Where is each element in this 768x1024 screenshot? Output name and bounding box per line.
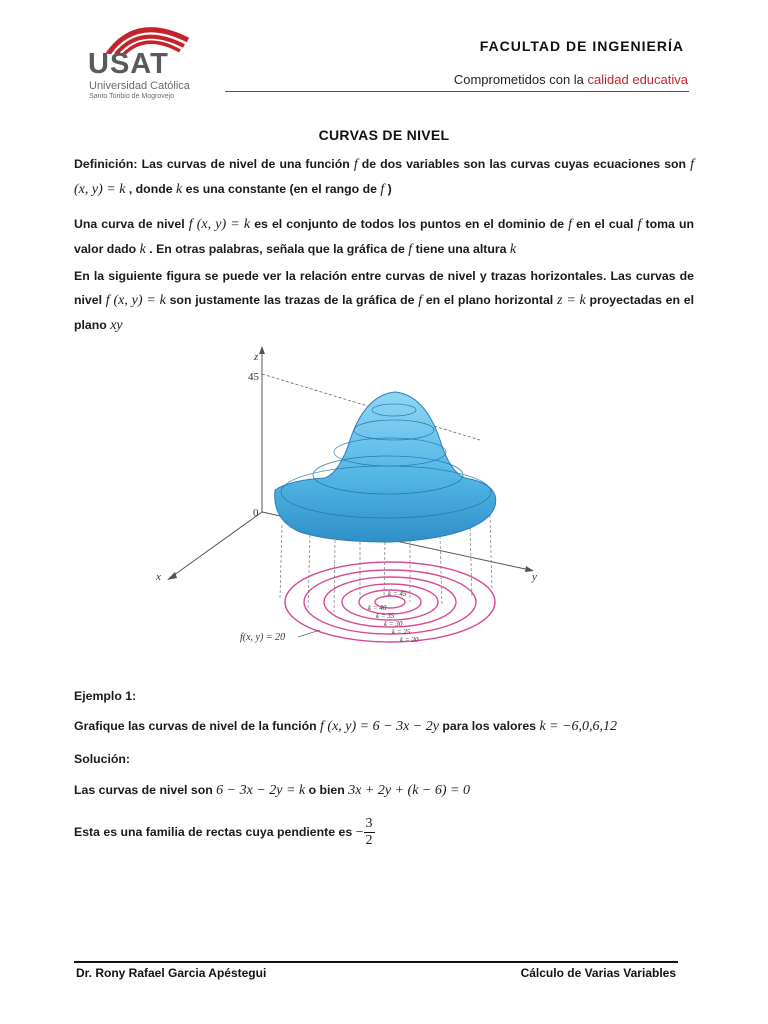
surface-graph [275,392,496,542]
k-label-45: k = 45 [388,590,407,598]
tick-45: 45 [248,371,259,383]
definition-label: Definición: [74,157,138,171]
sol-s2: o bien [305,783,349,797]
level-curve-paragraph [74,212,694,262]
p3-eq: f (x, y) = k [105,293,166,308]
header-rule [225,91,689,92]
p2-f3: f [408,242,413,257]
fxy-leader [298,630,320,637]
x-label: x [156,571,161,583]
y-label: y [532,571,537,583]
ex-vals: k = −6,0,6,12 [539,719,618,734]
def-text-3: , donde [125,182,176,196]
p3-t4: proyectadas en el plano [74,293,694,332]
p3-f: f [418,293,423,308]
traces-paragraph [74,264,694,338]
sol-s3: Esta es una familia de rectas cuya pendiente es [74,824,356,839]
k-labels [368,590,419,644]
x-axis [170,512,262,578]
def-eq: f (x, y) = k [74,157,694,197]
logo-subtitle: Santo Toribio de Mogrovejo [89,93,175,100]
motto [454,72,688,87]
k-label-30: k = 30 [384,620,403,628]
ex-t1: Grafique las curvas de nivel de la función [74,719,321,733]
sol-minus: − [355,824,364,840]
p2-eq: f (x, y) = k [188,217,251,232]
ex-t2: para los valores [438,719,540,733]
p2-k2: k [509,242,517,257]
usat-logo [86,14,196,98]
k-label-25: k = 25 [392,628,411,636]
fraction-denominator: 2 [365,833,373,848]
p2-t6: tiene una altura [412,242,510,256]
logo-university: Universidad Católica [89,80,190,92]
z-label: z [254,351,259,363]
p2-f: f [568,217,573,232]
k-label-40: k = 40 [368,604,387,612]
solution-line-1 [74,783,470,799]
motto-highlight: calidad educativa [587,72,688,87]
p2-t2: es el conjunto de todos los puntos en el dominio de [250,217,569,231]
def-text-4: es una constante (en el rango de [182,182,381,196]
footer-author: Dr. Rony Rafael Garcia Apéstegui [76,966,267,980]
def-text-2: de dos variables son las curvas cuyas ecuaciones son [357,157,691,171]
solution-line-2 [74,816,375,849]
k-label-20: k = 20 [400,636,419,644]
tick-0: 0 [253,507,259,519]
fxy-label: f(x, y) = 20 [240,632,286,643]
example-statement [74,719,617,735]
footer-rule [74,961,678,963]
logo-text: USAT [88,48,169,80]
p3-t2: son justamente las trazas de la gráfica de [165,293,419,307]
sol-s1: Las curvas de nivel son [74,783,217,797]
fraction-numerator: 3 [365,816,373,831]
def-f: f [353,157,358,172]
def-text-5: ) [384,182,392,196]
slope-fraction [364,816,375,849]
def-f2: f [380,182,385,197]
p3-z: z = k [556,293,586,308]
level-curves-figure [150,340,570,650]
sol-eq1: 6 − 3x − 2y = k [216,783,306,798]
k-label-35: k = 35 [376,612,395,620]
solution-label: Solución: [74,752,131,766]
ex-func: f (x, y) = 6 − 3x − 2y [320,719,439,734]
p3-xy: xy [110,318,123,333]
example-heading: Ejemplo 1: [74,689,137,703]
p2-f2: f [637,217,642,232]
p2-t1: Una curva de nivel [74,217,189,231]
p2-t3: en el cual [572,217,638,231]
def-k: k [175,182,183,197]
motto-start: Comprometidos con la [453,72,588,87]
faculty-name: FACULTAD DE INGENIERÍA [479,38,684,54]
z-arrow-icon [259,346,265,354]
definition-paragraph [74,152,694,202]
p2-t4: toma un valor dado [74,217,694,256]
p3-t3: en el plano horizontal [422,293,557,307]
contour-curves [285,562,495,642]
footer-course: Cálculo de Varias Variables [520,966,676,980]
p2-k: k [139,242,146,257]
page-title: CURVAS DE NIVEL [318,127,450,143]
sol-eq2: 3x + 2y + (k − 6) = 0 [348,783,470,798]
p2-t5: . En otras palabras, señala que la gráfica de [145,242,409,256]
x-arrow-icon [167,572,177,580]
def-text-1: Las curvas de nivel de una función [137,157,354,171]
p3-t1: En la siguiente figura se puede ver la relación entre curvas de nivel y trazas horizontales. Las curvas de nivel [74,269,694,307]
